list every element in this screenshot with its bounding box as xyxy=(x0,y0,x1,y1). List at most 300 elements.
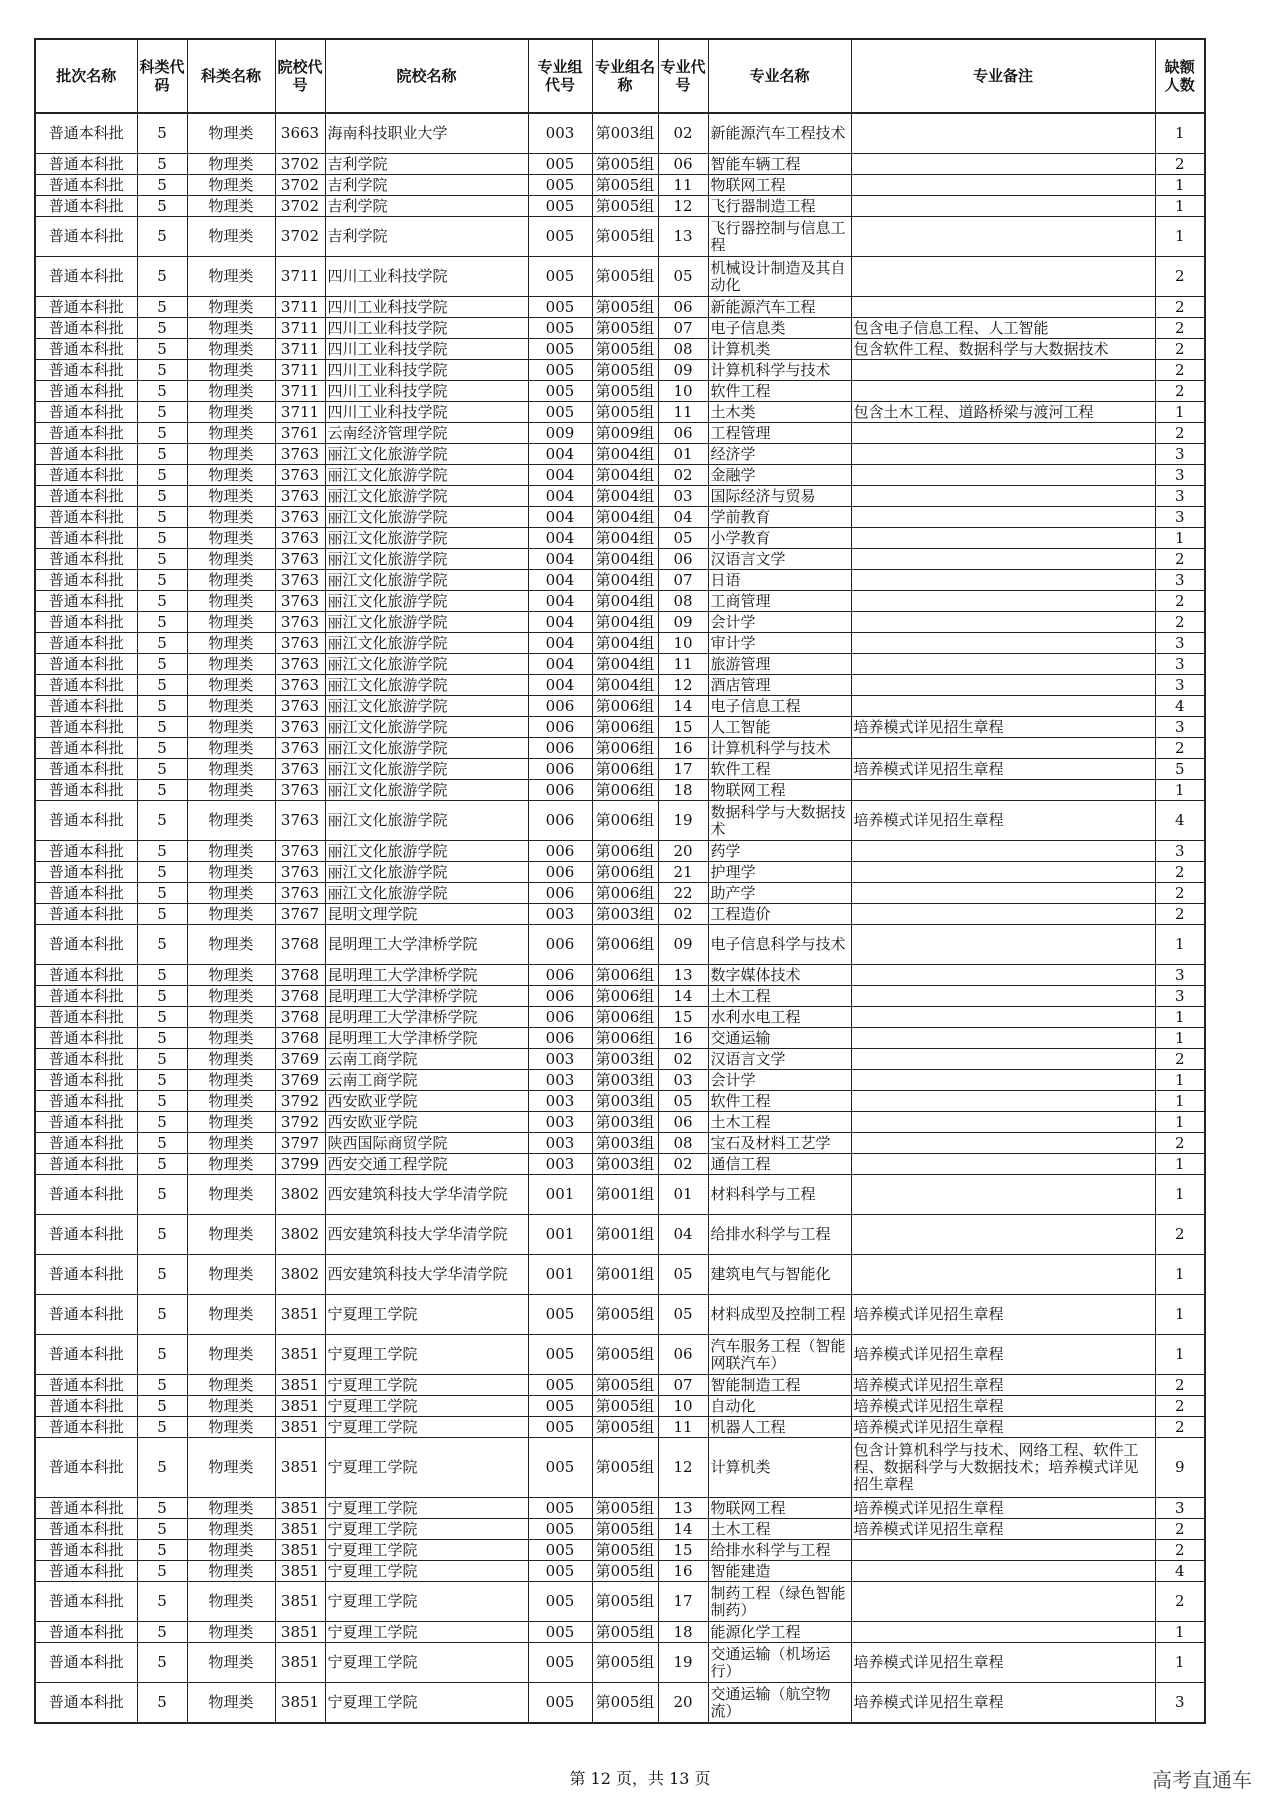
cell-school-code: 3763 xyxy=(275,591,325,612)
table-row xyxy=(35,1091,1205,1112)
cell-major-code: 06 xyxy=(658,549,708,570)
cell-batch-name: 普通本科批 xyxy=(35,1438,137,1498)
cell-category-code: 5 xyxy=(137,486,187,507)
cell-category-code: 5 xyxy=(137,986,187,1007)
cell-major-code: 16 xyxy=(658,738,708,759)
cell-batch-name: 普通本科批 xyxy=(35,423,137,444)
cell-batch-name: 普通本科批 xyxy=(35,217,137,257)
cell-school-code: 3802 xyxy=(275,1175,325,1215)
cell-group-code: 006 xyxy=(528,986,592,1007)
cell-vacancy-count: 3 xyxy=(1155,570,1205,591)
cell-major-note xyxy=(851,113,1155,154)
cell-school-code: 3763 xyxy=(275,801,325,841)
cell-batch-name: 普通本科批 xyxy=(35,486,137,507)
table-body xyxy=(35,113,1205,1723)
cell-vacancy-count: 2 xyxy=(1155,360,1205,381)
cell-batch-name: 普通本科批 xyxy=(35,1519,137,1540)
cell-school-code: 3767 xyxy=(275,904,325,925)
cell-group-code: 003 xyxy=(528,1091,592,1112)
cell-major-name: 物联网工程 xyxy=(708,780,851,801)
cell-school-code: 3851 xyxy=(275,1417,325,1438)
cell-school-code: 3763 xyxy=(275,654,325,675)
cell-group-code: 004 xyxy=(528,486,592,507)
table-row xyxy=(35,528,1205,549)
cell-major-note xyxy=(851,1133,1155,1154)
cell-school-name: 云南工商学院 xyxy=(325,1049,528,1070)
cell-school-code: 3799 xyxy=(275,1154,325,1175)
cell-school-name: 西安欧亚学院 xyxy=(325,1112,528,1133)
cell-category-name: 物理类 xyxy=(187,1561,275,1582)
cell-school-name: 宁夏理工学院 xyxy=(325,1295,528,1335)
cell-major-note xyxy=(851,465,1155,486)
cell-group-name: 第006组 xyxy=(592,841,658,862)
cell-vacancy-count: 3 xyxy=(1155,675,1205,696)
cell-category-name: 物理类 xyxy=(187,1255,275,1295)
cell-group-name: 第003组 xyxy=(592,1049,658,1070)
cell-major-name: 经济学 xyxy=(708,444,851,465)
cell-group-name: 第006组 xyxy=(592,696,658,717)
cell-school-code: 3702 xyxy=(275,196,325,217)
cell-major-note: 培养模式详见招生章程 xyxy=(851,1335,1155,1375)
cell-vacancy-count: 2 xyxy=(1155,549,1205,570)
cell-major-note xyxy=(851,1070,1155,1091)
cell-school-name: 丽江文化旅游学院 xyxy=(325,612,528,633)
cell-major-name: 建筑电气与智能化 xyxy=(708,1255,851,1295)
cell-school-name: 云南经济管理学院 xyxy=(325,423,528,444)
table-row xyxy=(35,1582,1205,1622)
table-row xyxy=(35,1154,1205,1175)
cell-major-code: 04 xyxy=(658,507,708,528)
cell-group-code: 005 xyxy=(528,1438,592,1498)
cell-major-note: 培养模式详见招生章程 xyxy=(851,1375,1155,1396)
cell-school-code: 3769 xyxy=(275,1070,325,1091)
cell-group-name: 第001组 xyxy=(592,1175,658,1215)
cell-major-note xyxy=(851,1154,1155,1175)
cell-group-code: 005 xyxy=(528,257,592,297)
cell-category-code: 5 xyxy=(137,1112,187,1133)
cell-major-code: 15 xyxy=(658,1540,708,1561)
cell-category-name: 物理类 xyxy=(187,175,275,196)
cell-category-code: 5 xyxy=(137,612,187,633)
cell-group-code: 001 xyxy=(528,1215,592,1255)
cell-vacancy-count: 1 xyxy=(1155,1335,1205,1375)
table-row xyxy=(35,717,1205,738)
cell-batch-name: 普通本科批 xyxy=(35,318,137,339)
cell-school-code: 3763 xyxy=(275,780,325,801)
header-group-code: 专业组代号 xyxy=(528,39,592,113)
table-row xyxy=(35,1049,1205,1070)
cell-group-code: 001 xyxy=(528,1175,592,1215)
cell-category-name: 物理类 xyxy=(187,633,275,654)
cell-major-name: 电子信息类 xyxy=(708,318,851,339)
cell-group-name: 第006组 xyxy=(592,862,658,883)
cell-school-code: 3851 xyxy=(275,1561,325,1582)
cell-major-name: 给排水科学与工程 xyxy=(708,1540,851,1561)
cell-vacancy-count: 1 xyxy=(1155,1112,1205,1133)
cell-major-code: 20 xyxy=(658,841,708,862)
cell-batch-name: 普通本科批 xyxy=(35,780,137,801)
cell-category-code: 5 xyxy=(137,381,187,402)
cell-group-name: 第005组 xyxy=(592,1417,658,1438)
cell-major-note xyxy=(851,1561,1155,1582)
table-row xyxy=(35,1396,1205,1417)
cell-major-name: 制药工程（绿色智能制药） xyxy=(708,1582,851,1622)
cell-major-name: 电子信息工程 xyxy=(708,696,851,717)
cell-school-name: 丽江文化旅游学院 xyxy=(325,759,528,780)
table-row xyxy=(35,591,1205,612)
cell-group-code: 005 xyxy=(528,381,592,402)
cell-category-code: 5 xyxy=(137,196,187,217)
cell-category-name: 物理类 xyxy=(187,507,275,528)
cell-category-name: 物理类 xyxy=(187,339,275,360)
cell-group-code: 005 xyxy=(528,1561,592,1582)
cell-batch-name: 普通本科批 xyxy=(35,654,137,675)
cell-group-name: 第003组 xyxy=(592,904,658,925)
cell-school-name: 丽江文化旅游学院 xyxy=(325,717,528,738)
cell-batch-name: 普通本科批 xyxy=(35,591,137,612)
cell-major-note xyxy=(851,1582,1155,1622)
cell-group-code: 005 xyxy=(528,217,592,257)
cell-group-name: 第005组 xyxy=(592,1519,658,1540)
cell-major-code: 02 xyxy=(658,904,708,925)
cell-category-code: 5 xyxy=(137,1335,187,1375)
cell-vacancy-count: 3 xyxy=(1155,1683,1205,1724)
cell-major-code: 05 xyxy=(658,1295,708,1335)
cell-batch-name: 普通本科批 xyxy=(35,339,137,360)
cell-major-code: 21 xyxy=(658,862,708,883)
cell-school-code: 3711 xyxy=(275,297,325,318)
cell-vacancy-count: 1 xyxy=(1155,402,1205,423)
cell-major-note: 培养模式详见招生章程 xyxy=(851,1295,1155,1335)
cell-group-name: 第003组 xyxy=(592,113,658,154)
cell-group-code: 004 xyxy=(528,465,592,486)
cell-vacancy-count: 3 xyxy=(1155,486,1205,507)
cell-category-name: 物理类 xyxy=(187,1375,275,1396)
cell-school-code: 3851 xyxy=(275,1622,325,1643)
table-row xyxy=(35,1007,1205,1028)
cell-group-code: 003 xyxy=(528,1154,592,1175)
cell-group-code: 001 xyxy=(528,1255,592,1295)
table-row xyxy=(35,612,1205,633)
cell-school-code: 3763 xyxy=(275,528,325,549)
cell-category-code: 5 xyxy=(137,654,187,675)
cell-group-name: 第005组 xyxy=(592,318,658,339)
cell-batch-name: 普通本科批 xyxy=(35,904,137,925)
cell-vacancy-count: 3 xyxy=(1155,717,1205,738)
cell-school-code: 3851 xyxy=(275,1683,325,1724)
cell-major-note xyxy=(851,528,1155,549)
cell-category-code: 5 xyxy=(137,1028,187,1049)
cell-category-code: 5 xyxy=(137,1375,187,1396)
cell-batch-name: 普通本科批 xyxy=(35,1335,137,1375)
cell-major-code: 12 xyxy=(658,1438,708,1498)
cell-vacancy-count: 1 xyxy=(1155,1175,1205,1215)
cell-school-name: 丽江文化旅游学院 xyxy=(325,528,528,549)
cell-category-name: 物理类 xyxy=(187,1295,275,1335)
cell-group-name: 第004组 xyxy=(592,654,658,675)
cell-category-code: 5 xyxy=(137,339,187,360)
cell-category-name: 物理类 xyxy=(187,297,275,318)
cell-major-name: 软件工程 xyxy=(708,1091,851,1112)
cell-major-code: 16 xyxy=(658,1561,708,1582)
cell-group-name: 第004组 xyxy=(592,444,658,465)
cell-category-code: 5 xyxy=(137,1070,187,1091)
cell-category-code: 5 xyxy=(137,1561,187,1582)
cell-school-name: 云南工商学院 xyxy=(325,1070,528,1091)
cell-batch-name: 普通本科批 xyxy=(35,175,137,196)
cell-major-code: 18 xyxy=(658,1622,708,1643)
cell-group-name: 第006组 xyxy=(592,801,658,841)
cell-vacancy-count: 2 xyxy=(1155,1049,1205,1070)
cell-major-note xyxy=(851,612,1155,633)
cell-major-name: 计算机类 xyxy=(708,339,851,360)
cell-group-name: 第005组 xyxy=(592,1622,658,1643)
cell-major-name: 酒店管理 xyxy=(708,675,851,696)
cell-vacancy-count: 1 xyxy=(1155,113,1205,154)
cell-batch-name: 普通本科批 xyxy=(35,444,137,465)
cell-vacancy-count: 3 xyxy=(1155,507,1205,528)
header-school-name: 院校名称 xyxy=(325,39,528,113)
cell-major-note xyxy=(851,862,1155,883)
cell-major-code: 06 xyxy=(658,1112,708,1133)
cell-major-note: 培养模式详见招生章程 xyxy=(851,1519,1155,1540)
cell-school-code: 3851 xyxy=(275,1335,325,1375)
cell-school-name: 四川工业科技学院 xyxy=(325,297,528,318)
cell-major-code: 06 xyxy=(658,1335,708,1375)
cell-batch-name: 普通本科批 xyxy=(35,154,137,175)
watermark-text: 高考直通车 xyxy=(1152,1768,1252,1792)
cell-major-code: 06 xyxy=(658,297,708,318)
cell-category-code: 5 xyxy=(137,257,187,297)
cell-major-name: 日语 xyxy=(708,570,851,591)
cell-major-note xyxy=(851,1028,1155,1049)
cell-category-code: 5 xyxy=(137,1683,187,1724)
cell-category-name: 物理类 xyxy=(187,1007,275,1028)
cell-category-name: 物理类 xyxy=(187,612,275,633)
cell-group-code: 006 xyxy=(528,738,592,759)
cell-category-code: 5 xyxy=(137,717,187,738)
cell-group-code: 004 xyxy=(528,654,592,675)
cell-school-code: 3663 xyxy=(275,113,325,154)
cell-category-code: 5 xyxy=(137,360,187,381)
cell-category-name: 物理类 xyxy=(187,1643,275,1683)
cell-vacancy-count: 2 xyxy=(1155,423,1205,444)
cell-vacancy-count: 2 xyxy=(1155,154,1205,175)
cell-batch-name: 普通本科批 xyxy=(35,759,137,780)
cell-school-name: 四川工业科技学院 xyxy=(325,402,528,423)
cell-category-code: 5 xyxy=(137,1133,187,1154)
cell-category-name: 物理类 xyxy=(187,1683,275,1724)
cell-group-name: 第003组 xyxy=(592,1133,658,1154)
cell-category-code: 5 xyxy=(137,1498,187,1519)
table-row xyxy=(35,1438,1205,1498)
cell-major-name: 物联网工程 xyxy=(708,1498,851,1519)
cell-major-code: 07 xyxy=(658,570,708,591)
cell-batch-name: 普通本科批 xyxy=(35,612,137,633)
cell-school-name: 西安建筑科技大学华清学院 xyxy=(325,1255,528,1295)
table-row xyxy=(35,402,1205,423)
cell-school-name: 吉利学院 xyxy=(325,217,528,257)
cell-school-code: 3851 xyxy=(275,1498,325,1519)
cell-school-code: 3711 xyxy=(275,257,325,297)
cell-major-name: 护理学 xyxy=(708,862,851,883)
cell-major-note: 培养模式详见招生章程 xyxy=(851,759,1155,780)
cell-major-note: 包含软件工程、数据科学与大数据技术 xyxy=(851,339,1155,360)
cell-category-code: 5 xyxy=(137,633,187,654)
cell-major-code: 02 xyxy=(658,113,708,154)
cell-category-code: 5 xyxy=(137,1396,187,1417)
cell-category-code: 5 xyxy=(137,465,187,486)
cell-major-note: 培养模式详见招生章程 xyxy=(851,1643,1155,1683)
cell-school-code: 3711 xyxy=(275,339,325,360)
cell-group-name: 第005组 xyxy=(592,257,658,297)
cell-group-code: 005 xyxy=(528,1417,592,1438)
cell-major-note xyxy=(851,570,1155,591)
cell-school-name: 丽江文化旅游学院 xyxy=(325,486,528,507)
cell-school-name: 陕西国际商贸学院 xyxy=(325,1133,528,1154)
cell-category-name: 物理类 xyxy=(187,1335,275,1375)
cell-major-name: 汽车服务工程（智能网联汽车） xyxy=(708,1335,851,1375)
cell-category-name: 物理类 xyxy=(187,113,275,154)
cell-group-name: 第006组 xyxy=(592,738,658,759)
cell-major-code: 09 xyxy=(658,925,708,965)
cell-group-code: 004 xyxy=(528,549,592,570)
cell-group-name: 第005组 xyxy=(592,297,658,318)
cell-major-code: 10 xyxy=(658,633,708,654)
cell-batch-name: 普通本科批 xyxy=(35,402,137,423)
table-row xyxy=(35,965,1205,986)
cell-group-name: 第005组 xyxy=(592,1438,658,1498)
cell-batch-name: 普通本科批 xyxy=(35,675,137,696)
table-row xyxy=(35,549,1205,570)
cell-group-code: 005 xyxy=(528,1683,592,1724)
cell-school-name: 丽江文化旅游学院 xyxy=(325,675,528,696)
cell-school-name: 丽江文化旅游学院 xyxy=(325,633,528,654)
cell-major-note: 包含土木工程、道路桥梁与渡河工程 xyxy=(851,402,1155,423)
cell-school-code: 3797 xyxy=(275,1133,325,1154)
cell-batch-name: 普通本科批 xyxy=(35,738,137,759)
cell-group-code: 004 xyxy=(528,633,592,654)
cell-major-code: 03 xyxy=(658,486,708,507)
cell-school-name: 四川工业科技学院 xyxy=(325,318,528,339)
cell-category-code: 5 xyxy=(137,925,187,965)
table-row xyxy=(35,339,1205,360)
cell-batch-name: 普通本科批 xyxy=(35,257,137,297)
cell-major-name: 水利水电工程 xyxy=(708,1007,851,1028)
cell-batch-name: 普通本科批 xyxy=(35,1375,137,1396)
cell-vacancy-count: 2 xyxy=(1155,1133,1205,1154)
cell-category-name: 物理类 xyxy=(187,1519,275,1540)
cell-major-note: 包含电子信息工程、人工智能 xyxy=(851,318,1155,339)
cell-vacancy-count: 2 xyxy=(1155,257,1205,297)
table-row xyxy=(35,318,1205,339)
table-row xyxy=(35,1417,1205,1438)
cell-major-note xyxy=(851,1049,1155,1070)
cell-batch-name: 普通本科批 xyxy=(35,507,137,528)
table-row xyxy=(35,1133,1205,1154)
cell-school-name: 丽江文化旅游学院 xyxy=(325,883,528,904)
cell-school-code: 3851 xyxy=(275,1519,325,1540)
cell-category-name: 物理类 xyxy=(187,1091,275,1112)
cell-major-note xyxy=(851,925,1155,965)
cell-category-name: 物理类 xyxy=(187,738,275,759)
cell-vacancy-count: 2 xyxy=(1155,1375,1205,1396)
cell-school-name: 宁夏理工学院 xyxy=(325,1561,528,1582)
cell-group-name: 第006组 xyxy=(592,1007,658,1028)
cell-group-name: 第003组 xyxy=(592,1091,658,1112)
cell-school-name: 丽江文化旅游学院 xyxy=(325,780,528,801)
cell-category-code: 5 xyxy=(137,154,187,175)
cell-school-code: 3769 xyxy=(275,1049,325,1070)
cell-group-code: 005 xyxy=(528,318,592,339)
cell-major-name: 会计学 xyxy=(708,612,851,633)
cell-major-name: 材料科学与工程 xyxy=(708,1175,851,1215)
cell-category-code: 5 xyxy=(137,1622,187,1643)
cell-major-name: 药学 xyxy=(708,841,851,862)
table-row xyxy=(35,1215,1205,1255)
cell-batch-name: 普通本科批 xyxy=(35,696,137,717)
cell-major-note xyxy=(851,154,1155,175)
cell-category-code: 5 xyxy=(137,507,187,528)
cell-batch-name: 普通本科批 xyxy=(35,1396,137,1417)
cell-vacancy-count: 2 xyxy=(1155,883,1205,904)
cell-school-code: 3851 xyxy=(275,1396,325,1417)
cell-category-name: 物理类 xyxy=(187,318,275,339)
cell-major-name: 飞行器控制与信息工程 xyxy=(708,217,851,257)
cell-school-name: 昆明理工大学津桥学院 xyxy=(325,925,528,965)
cell-batch-name: 普通本科批 xyxy=(35,717,137,738)
cell-group-name: 第004组 xyxy=(592,549,658,570)
cell-category-code: 5 xyxy=(137,1540,187,1561)
table-row xyxy=(35,196,1205,217)
header-vacancy-count: 缺额人数 xyxy=(1155,39,1205,113)
cell-major-note xyxy=(851,297,1155,318)
cell-major-code: 19 xyxy=(658,1643,708,1683)
cell-major-note xyxy=(851,780,1155,801)
cell-category-name: 物理类 xyxy=(187,759,275,780)
cell-group-code: 004 xyxy=(528,570,592,591)
cell-school-name: 宁夏理工学院 xyxy=(325,1335,528,1375)
cell-group-code: 005 xyxy=(528,1396,592,1417)
cell-category-code: 5 xyxy=(137,444,187,465)
cell-group-name: 第004组 xyxy=(592,633,658,654)
table-row xyxy=(35,507,1205,528)
header-category-code: 科类代码 xyxy=(137,39,187,113)
table-row xyxy=(35,654,1205,675)
cell-major-note xyxy=(851,1540,1155,1561)
cell-batch-name: 普通本科批 xyxy=(35,1255,137,1295)
table-row xyxy=(35,904,1205,925)
cell-major-note xyxy=(851,507,1155,528)
cell-group-name: 第005组 xyxy=(592,1561,658,1582)
cell-category-name: 物理类 xyxy=(187,154,275,175)
cell-school-code: 3763 xyxy=(275,633,325,654)
cell-school-name: 宁夏理工学院 xyxy=(325,1438,528,1498)
cell-major-code: 14 xyxy=(658,1519,708,1540)
cell-school-code: 3768 xyxy=(275,986,325,1007)
cell-school-name: 西安交通工程学院 xyxy=(325,1154,528,1175)
cell-category-name: 物理类 xyxy=(187,904,275,925)
cell-school-code: 3761 xyxy=(275,423,325,444)
cell-school-code: 3763 xyxy=(275,696,325,717)
cell-group-name: 第005组 xyxy=(592,1643,658,1683)
cell-major-note xyxy=(851,738,1155,759)
cell-group-code: 004 xyxy=(528,675,592,696)
cell-major-note xyxy=(851,257,1155,297)
table-row xyxy=(35,780,1205,801)
cell-batch-name: 普通本科批 xyxy=(35,1133,137,1154)
cell-school-name: 丽江文化旅游学院 xyxy=(325,444,528,465)
